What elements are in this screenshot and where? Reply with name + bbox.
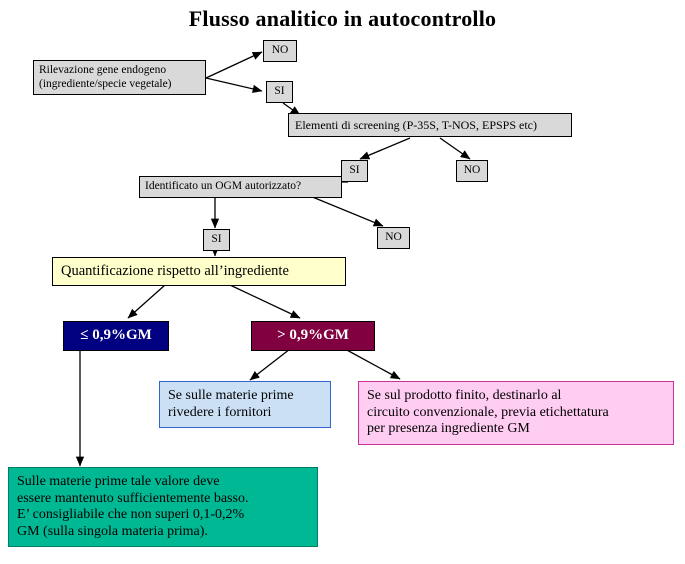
page-title: Flusso analitico in autocontrollo — [188, 6, 497, 31]
node-si-screening — [341, 160, 368, 182]
node-label: Identificato un OGM autorizzato? — [145, 180, 302, 192]
node-gt-09-gm — [251, 321, 375, 351]
node-label: ≤ 0,9%GM — [80, 327, 152, 343]
node-lte-09-gm — [63, 321, 169, 351]
node-line: per presenza ingrediente GM — [367, 421, 530, 437]
node-line: Sulle materie prime tale valore deve — [17, 474, 220, 489]
node-valore-materie-prime — [8, 467, 318, 547]
node-label: Quantificazione rispetto all’ingrediente — [61, 263, 289, 279]
node-no-endogeno — [263, 40, 297, 62]
node-rilevazione-gene-endogeno — [33, 60, 206, 95]
node-materie-prime-fornitori — [159, 381, 331, 428]
node-label: Elementi di screening (P-35S, T-NOS, EPSPS etc) — [295, 118, 537, 132]
node-line: E’ consigliabile che non superi 0,1-0,2% — [17, 507, 245, 523]
node-line: Se sulle materie prime — [168, 388, 294, 403]
node-line: (ingrediente/specie vegetale) — [39, 77, 172, 90]
node-label: NO — [385, 231, 402, 243]
node-line: rivedere i fornitori — [168, 404, 272, 420]
node-line: circuito convenzionale, previa etichettatura — [367, 404, 609, 420]
node-line: GM (sulla singola materia prima). — [17, 523, 208, 539]
node-no-ogm — [377, 227, 410, 249]
node-line: essere mantenuto sufficientemente basso. — [17, 490, 249, 506]
node-label: SI — [349, 164, 360, 176]
node-label: SI — [211, 233, 222, 245]
node-label: > 0,9%GM — [277, 327, 349, 343]
node-si-ogm — [203, 229, 230, 251]
node-line: Se sul prodotto finito, destinarlo al — [367, 388, 562, 403]
node-prodotto-finito — [358, 381, 674, 445]
node-label: NO — [463, 164, 481, 176]
node-line: Rilevazione gene endogeno — [39, 64, 167, 76]
node-quantificazione — [52, 257, 346, 286]
node-label: NO — [271, 44, 289, 56]
node-no-screening — [456, 160, 488, 182]
node-ogm-autorizzato — [139, 176, 342, 198]
node-si-endogeno — [266, 81, 293, 103]
node-label: SI — [274, 85, 285, 97]
node-elementi-screening — [288, 113, 572, 137]
